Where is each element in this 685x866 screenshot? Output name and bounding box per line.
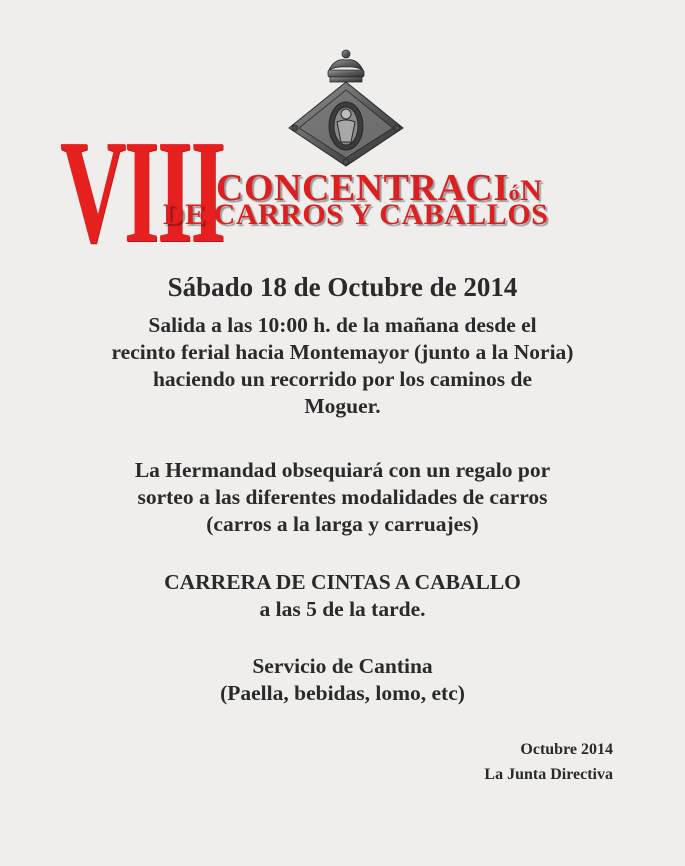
title-line-1-caps: CONCENTRACI [216, 167, 509, 209]
event-date: Sábado 18 de Octubre de 2014 [167, 272, 518, 302]
title-line-1-lower: ó [508, 180, 521, 205]
roman-numeral: VIII [60, 110, 224, 274]
text-line: Salida a las 10:00 h. de la mañana desde el [148, 313, 537, 337]
text-line: Moguer. [304, 394, 381, 418]
text-line: a las 5 de la tarde. [259, 597, 426, 621]
text-line: La Hermandad obsequiará con un regalo por [134, 458, 551, 482]
text-line: sorteo a las diferentes modalidades de carros [137, 485, 548, 509]
canteen-paragraph [0, 653, 685, 707]
race-paragraph [0, 569, 685, 623]
title-line-1-tail: N [520, 174, 543, 207]
text-line: Servicio de Cantina [252, 654, 433, 678]
text-line: CARRERA DE CINTAS A CABALLO [164, 570, 521, 594]
footer-date: Octubre 2014 [520, 741, 613, 758]
text-line: haciendo un recorrido por los caminos de [152, 367, 533, 391]
title-line-2: DE CARROS Y CABALLOS [163, 198, 549, 231]
footer-signature: La Junta Directiva [484, 766, 613, 783]
text-line: (carros a la larga y carruajes) [206, 512, 479, 536]
prize-paragraph [0, 457, 685, 538]
text-line: recinto ferial hacia Montemayor (junto a la Noria) [111, 340, 574, 364]
signature-block [484, 737, 613, 787]
departure-paragraph [0, 312, 685, 420]
text-line: (Paella, bebidas, lomo, etc) [220, 681, 465, 705]
crown-medallion-icon [285, 48, 407, 168]
